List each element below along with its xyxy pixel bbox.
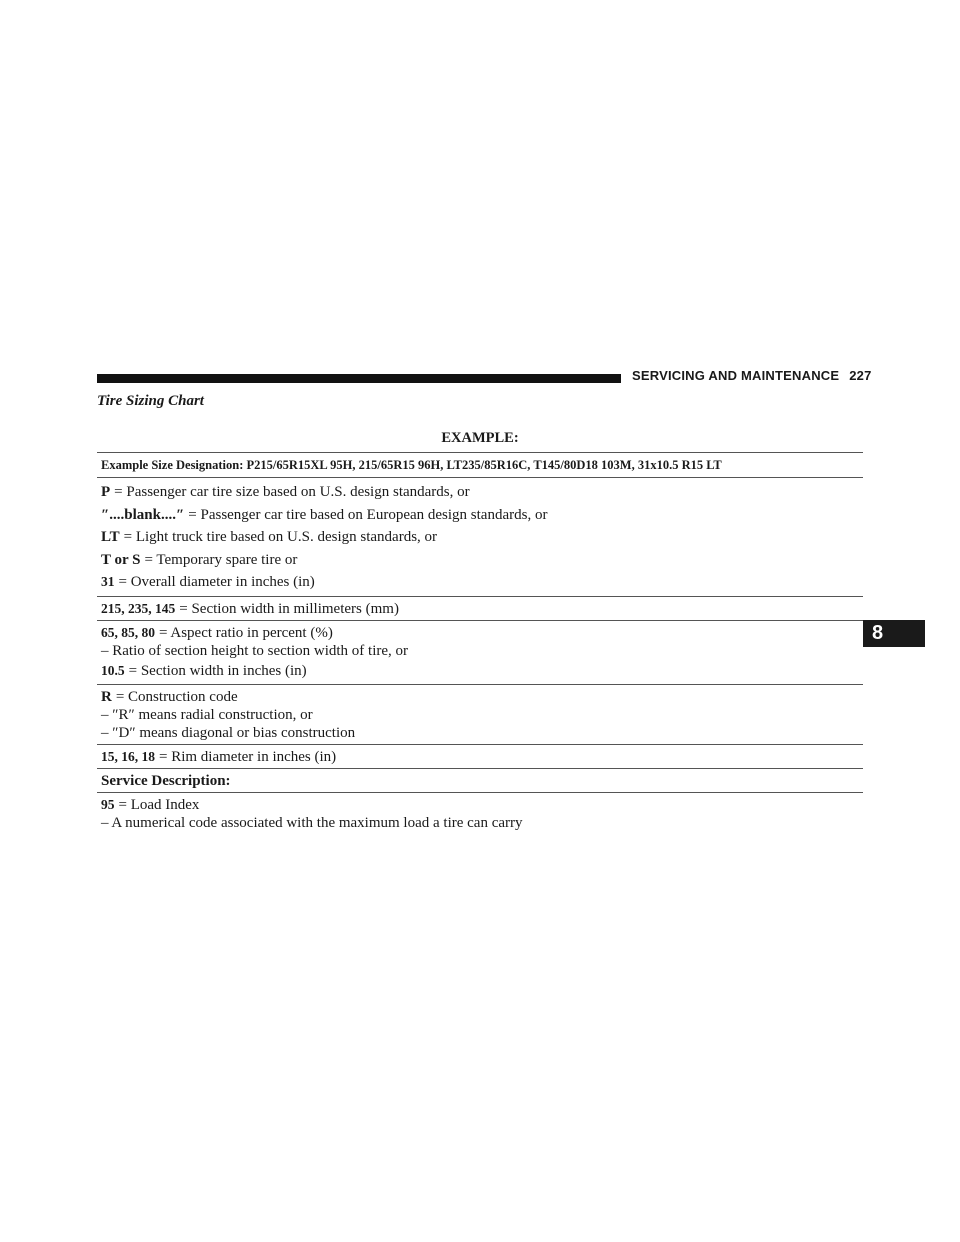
chapter-tab[interactable]: 8: [863, 620, 925, 647]
table-line: ″....blank....″ = Passenger car tire based on European design standards, or: [101, 506, 548, 523]
tire-sizing-table: [97, 430, 863, 834]
table-line: – Ratio of section height to section width of tire, or: [101, 642, 409, 659]
designation-row: Example Size Designation: P215/65R15XL 95H, 215/65R15 96H, LT235/85R16C, T145/80D18 103M, 31x10.5 R15 LT: [97, 453, 863, 478]
running-header: [632, 368, 872, 383]
table-group-aspect-ratio: [97, 621, 863, 685]
table-line: 10.5 = Section width in inches (in): [101, 662, 307, 679]
section-heading: SERVICING AND MAINTENANCE: [632, 368, 840, 383]
table-line: 31 = Overall diameter in inches (in): [101, 574, 315, 590]
table-line: 215, 235, 145 = Section width in millimeters (mm): [101, 600, 399, 617]
table-caption: EXAMPLE:: [97, 430, 863, 453]
table-group-section-width: [97, 597, 863, 621]
page-number: 227: [849, 368, 872, 383]
table-line: R = Construction code: [101, 688, 238, 705]
table-group-service-description: [97, 769, 863, 793]
table-group-rim-diameter: [97, 745, 863, 769]
table-line: LT = Light truck tire based on U.S. design standards, or: [101, 529, 438, 545]
table-group-construction: [97, 685, 863, 745]
table-line: 65, 85, 80 = Aspect ratio in percent (%): [101, 624, 333, 641]
table-line: Service Description:: [101, 772, 231, 789]
table-line: T or S = Temporary spare tire or: [101, 551, 298, 568]
table-line: 95 = Load Index: [101, 796, 200, 813]
table-group-load-index: [97, 793, 863, 834]
table-line: – A numerical code associated with the maximum load a tire can carry: [101, 814, 523, 831]
table-line: – ″R″ means radial construction, or: [101, 706, 313, 723]
table-line: P = Passenger car tire size based on U.S. design standards, or: [101, 484, 470, 500]
page-title: Tire Sizing Chart: [97, 393, 204, 409]
table-line: – ″D″ means diagonal or bias construction: [101, 724, 356, 741]
table-group-tire-type: [97, 478, 863, 597]
header-rule: [97, 374, 621, 383]
table-line: 15, 16, 18 = Rim diameter in inches (in): [101, 748, 337, 765]
